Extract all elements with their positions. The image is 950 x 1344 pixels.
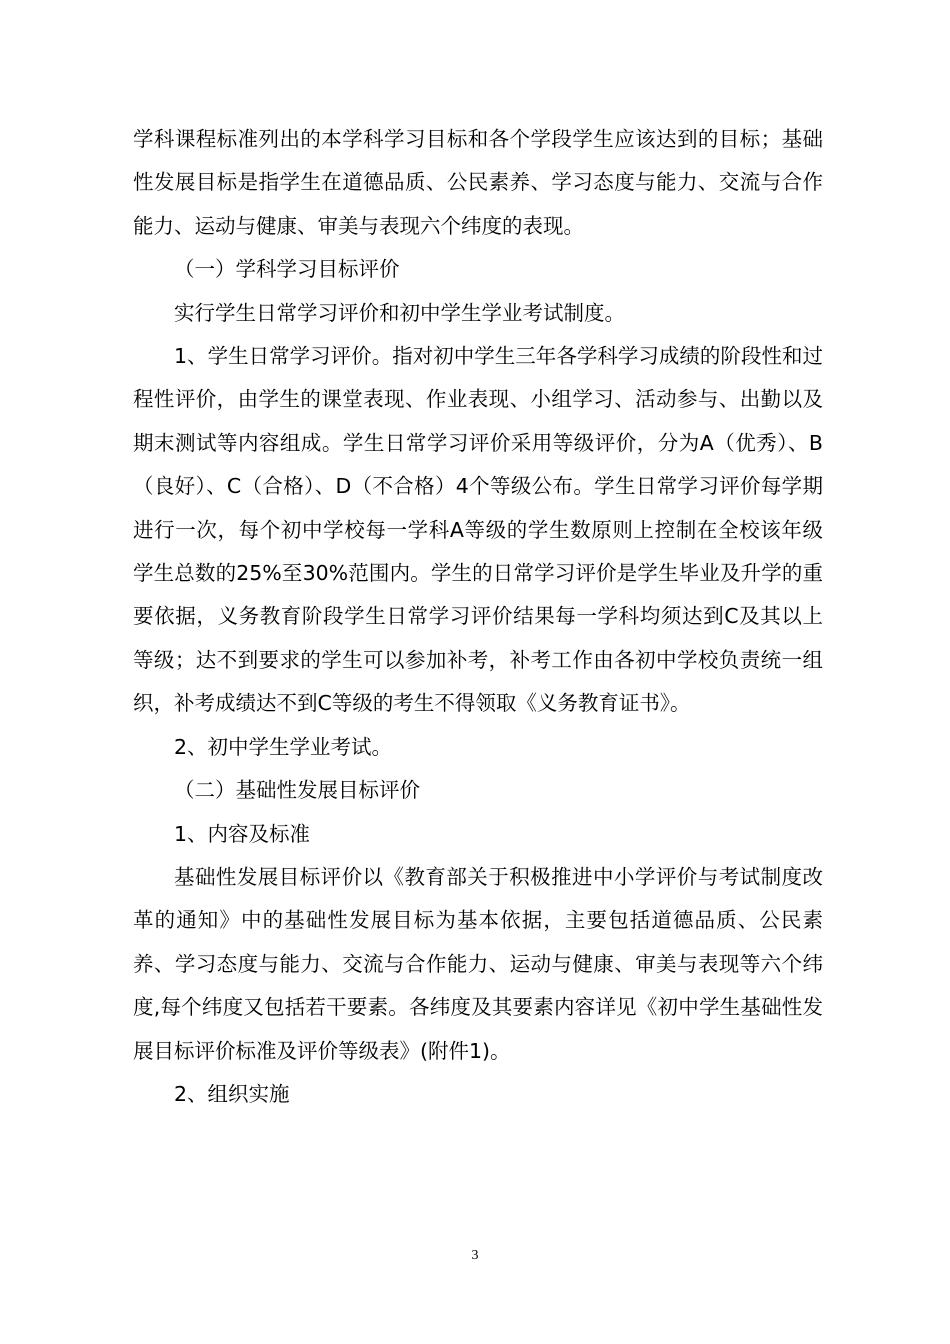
paragraph-2: 实行学生日常学习评价和初中学生学业考试制度。 <box>174 300 625 325</box>
subheading-1: 2、初中学生学业考试。 <box>174 734 393 759</box>
paragraph-1: 学科课程标准列出的本学科学习目标和各个学段学生应该达到的目标；基础性发展目标是指学生在道德品质、公民素养、学习态度与能力、交流与合作能力、运动与健康、审美与表现六个纬度的表现。 <box>133 127 823 238</box>
section-heading-1: （一）学科学习目标评价 <box>174 257 400 282</box>
section-heading-2: （二）基础性发展目标评价 <box>174 778 420 803</box>
paragraph-3: 1、学生日常学习评价。指对初中学生三年各学科学习成绩的阶段性和过程性评价，由学生的课堂表现、作业表现、小组学习、活动参与、出勤以及期末测试等内容组成。学生日常学习评价采用等级评价，分为A（优秀）、B（良好）、C（合格）、D（不合格）4个等级公布。学生日常学习评价每学期进行一次，每个初中学校每一学科A等级的学生数原则上控制在全校该年级学生总数的25%至30%范围内。学生的日常学习评价是学生毕业及升学的重要依据，义务教育阶段学生日常学习评价结果每一学科均须达到C及其以上等级；达不到要求的学生可以参加补考，补考工作由各初中学校负责统一组织，补考成绩达不到C等级的考生不得领取《义务教育证书》。 <box>133 344 823 716</box>
subheading-3: 2、组织实施 <box>174 1081 290 1106</box>
document-body <box>133 118 823 1116</box>
subheading-2: 1、内容及标准 <box>174 821 311 846</box>
paragraph-4: 基础性发展目标评价以《教育部关于积极推进中小学评价与考试制度改革的通知》中的基础性发展目标为基本依据，主要包括道德品质、公民素养、学习态度与能力、交流与合作能力、运动与健康、审美与表现等六个纬度,每个纬度又包括若干要素。各纬度及其要素内容详见《初中学生基础性发展目标评价标准及评价等级表》(附件1)。 <box>133 864 823 1063</box>
page-number: 3 <box>471 1248 479 1263</box>
